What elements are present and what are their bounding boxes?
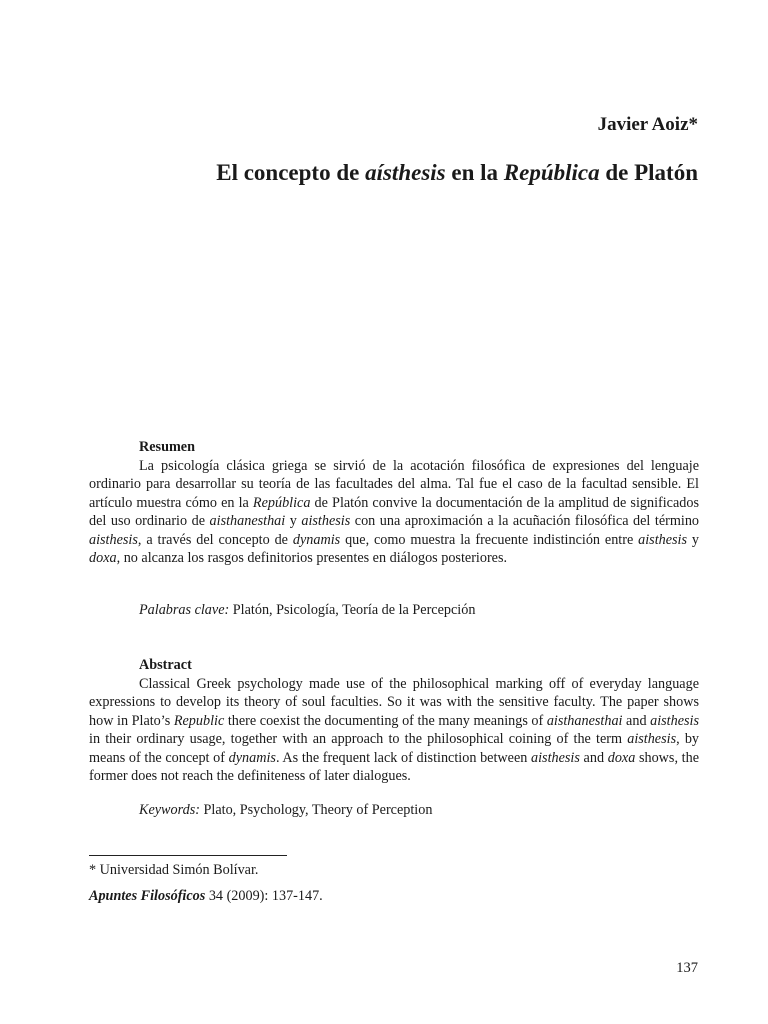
author-name: Javier Aoiz* xyxy=(597,114,698,135)
abstract-section xyxy=(89,656,699,786)
journal-citation xyxy=(89,888,323,905)
footnote-affiliation: * Universidad Simón Bolívar. xyxy=(89,862,259,878)
page-number: 137 xyxy=(676,960,698,976)
keywords xyxy=(139,802,432,819)
keywords-label: Palabras clave: xyxy=(139,602,230,618)
journal-name: Apuntes Filosóficos xyxy=(89,888,206,904)
footnote-rule xyxy=(89,855,287,856)
abstract-body: Classical Greek psychology made use of the philosophical marking off of everyday language expressions to develop its theory of soul faculties. So it was with the sensitive faculty. The paper shows how in Plato’s Republic there coexist the documenting of the many meanings of aisthanesthai and aisthesis in their ordinary usage, together with an approach to the philosophical coining of the term aisthesis, by means of the concept of dynamis. As the frequent lack of distinction between aisthesis and doxa shows, the former does not reach the definiteness of later dialogues. xyxy=(89,675,700,784)
keywords-label: Keywords: xyxy=(139,802,200,818)
citation-details: 34 (2009): 137-147. xyxy=(205,888,323,904)
title-part: El concepto de xyxy=(216,160,366,185)
resumen-body: La psicología clásica griega se sirvió de la acotación filosófica de expresiones del lenguaje ordinario para desarrollar su teoría de las facultades del alma. Tal fue el caso de la facultad sensible. El artículo muestra cómo en la República de Platón convive la documentación de la amplitud de significados del uso ordinario de aisthanesthai y aisthesis con una aproximación a la acuñación filosófica del término aisthesis, a través del concepto de dynamis que, como muestra la frecuente indistinción entre aisthesis y doxa, no alcanza los rasgos definitorios presentes en diálogos posteriores. xyxy=(89,457,700,566)
keywords-list: Platón, Psicología, Teoría de la Percepción xyxy=(229,602,476,618)
title-part-italic: República xyxy=(503,160,600,185)
resumen-heading: Resumen xyxy=(139,439,195,455)
abstract-heading: Abstract xyxy=(139,657,192,673)
article-title xyxy=(216,160,698,186)
title-part: en la xyxy=(445,160,504,185)
title-part: de Platón xyxy=(599,160,698,185)
palabras-clave xyxy=(139,602,475,619)
title-part-italic: aísthesis xyxy=(365,160,446,185)
resumen-section xyxy=(89,438,699,568)
keywords-list: Plato, Psychology, Theory of Perception xyxy=(199,802,433,818)
